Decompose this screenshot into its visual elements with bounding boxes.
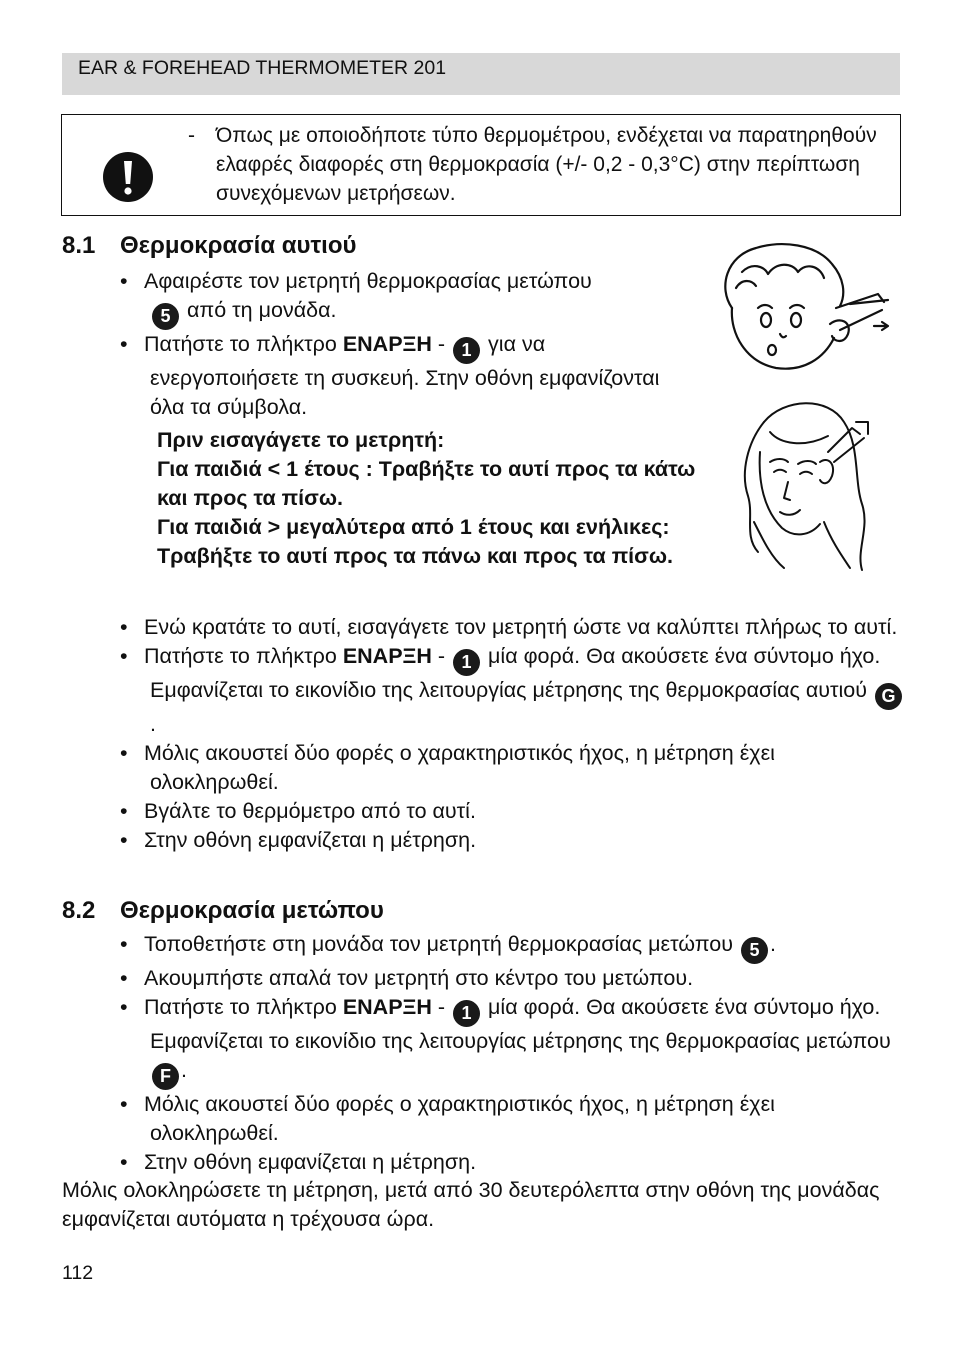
step-text: μία φορά. Θα ακούσετε ένα σύντομο ήχο. Εμφανίζεται το εικονίδιο της λειτουργίας μέτρησης της θερμοκρασίας αυτιού: [150, 644, 881, 702]
note-dash: -: [188, 124, 195, 147]
step-text: Πατήστε το πλήκτρο: [144, 332, 337, 356]
start-key-label: ΕΝΑΡΞΗ: [342, 332, 432, 356]
dash: -: [437, 332, 446, 356]
bullet-mark: •: [120, 269, 128, 293]
instruction-line: Πριν εισαγάγετε το μετρητή:: [157, 428, 445, 452]
section-heading-ear: [62, 232, 356, 260]
closing-paragraph: Μόλις ολοκληρώσετε τη μέτρηση, μετά από 30 δευτερόλεπτα στην οθόνη της μονάδας εμφανίζεται αυτόματα η τρέχουσα ώρα.: [62, 1178, 880, 1231]
bullet-mark: •: [120, 995, 128, 1019]
page-header: [62, 53, 900, 95]
instruction-line: Για παιδιά > μεγαλύτερα από 1 έτους και ενήλικες: Τραβήξτε το αυτί προς τα πάνω και προς τα πίσω.: [157, 515, 673, 568]
bullet-mark: •: [120, 644, 128, 668]
list-item: [118, 613, 908, 642]
step-text: Πατήστε το πλήκτρο: [144, 995, 337, 1019]
step-text: Πατήστε το πλήκτρο: [144, 644, 337, 668]
list-item: [118, 797, 908, 826]
step-text: Βγάλτε το θερμόμετρο από το αυτί.: [144, 799, 476, 823]
child-ear-illustration: [712, 238, 894, 374]
ear-mode-g-icon: G: [875, 683, 902, 710]
adult-ear-illustration: [724, 392, 876, 578]
list-item: [118, 267, 678, 330]
list-item: [118, 1090, 908, 1148]
list-item: [118, 964, 908, 993]
list-item: [118, 1148, 908, 1177]
step-text: Στην οθόνη εμφανίζεται η μέτρηση.: [144, 828, 477, 852]
list-item: [118, 930, 908, 964]
section-title: Θερμοκρασία μετώπου: [120, 897, 384, 924]
component-1-badge: 1: [453, 1000, 480, 1027]
section-number: 8.1: [62, 232, 96, 259]
list-item: [118, 993, 908, 1090]
step-text: για να ενεργοποιήσετε τη συσκευή. Στην οθόνη εμφανίζονται όλα τα σύμβολα.: [150, 332, 660, 419]
instruction-line: Για παιδιά < 1 έτους : Τραβήξτε το αυτί προς τα κάτω και προς τα πίσω.: [157, 457, 696, 510]
list-item: [118, 642, 908, 739]
section-title: Θερμοκρασία αυτιού: [120, 232, 357, 259]
component-5-badge: 5: [152, 303, 179, 330]
bullet-mark: •: [120, 615, 128, 639]
ear-steps-list-1: [118, 267, 678, 422]
component-5-badge: 5: [741, 937, 768, 964]
bullet-mark: •: [120, 799, 128, 823]
component-1-badge: 1: [453, 337, 480, 364]
step-text: από τη μονάδα.: [186, 298, 337, 322]
dash: -: [437, 995, 446, 1019]
period: .: [181, 1058, 187, 1082]
ear-pull-instructions: [157, 426, 697, 571]
component-1-badge: 1: [453, 649, 480, 676]
list-item: [118, 330, 678, 422]
section-number: 8.2: [62, 897, 96, 924]
header-title: EAR & FOREHEAD THERMOMETER 201: [78, 57, 447, 79]
ear-steps-list-2: [118, 613, 908, 855]
start-key-label: ΕΝΑΡΞΗ: [342, 644, 432, 668]
period: .: [150, 712, 156, 736]
list-item: [118, 826, 908, 855]
page-number: 112: [62, 1262, 94, 1284]
warning-note-text: [188, 121, 888, 208]
bullet-mark: •: [120, 1092, 128, 1116]
start-key-label: ΕΝΑΡΞΗ: [342, 995, 432, 1019]
step-text: Μόλις ακουστεί δύο φορές ο χαρακτηριστικός ήχος, η μέτρηση έχει ολοκληρωθεί.: [144, 1092, 775, 1145]
step-text: Στην οθόνη εμφανίζεται η μέτρηση.: [144, 1150, 477, 1174]
dash: -: [437, 644, 446, 668]
note-body: Όπως με οποιοδήποτε τύπο θερμομέτρου, ενδέχεται να παρατηρηθούν ελαφρές διαφορές στη θερμοκρασία (+/- 0,2 - 0,3°C) στην περίπτωση συνεχόμενων μετρήσεων.: [216, 124, 877, 205]
warning-note-box: [61, 114, 901, 216]
bullet-mark: •: [120, 932, 128, 956]
step-text: μία φορά. Θα ακούσετε ένα σύντομο ήχο. Εμφανίζεται το εικονίδιο της λειτουργίας μέτρησης της θερμοκρασίας μετώπου: [150, 995, 891, 1053]
bullet-mark: •: [120, 1150, 128, 1174]
list-item: [118, 739, 908, 797]
step-text: Μόλις ακουστεί δύο φορές ο χαρακτηριστικός ήχος, η μέτρηση έχει ολοκληρωθεί.: [144, 741, 775, 794]
step-text: Ακουμπήστε απαλά τον μετρητή στο κέντρο του μετώπου.: [144, 966, 694, 990]
forehead-mode-f-icon: F: [152, 1063, 179, 1090]
section-heading-forehead: [62, 897, 384, 925]
forehead-steps-list: [118, 930, 908, 1177]
step-text: Τοποθετήστε στη μονάδα τον μετρητή θερμοκρασίας μετώπου: [144, 932, 733, 956]
step-text: Ενώ κρατάτε το αυτί, εισαγάγετε τον μετρητή ώστε να καλύπτει πλήρως το αυτί.: [144, 615, 898, 639]
period: .: [769, 932, 776, 956]
exclamation-icon: [102, 151, 154, 203]
step-text: Αφαιρέστε τον μετρητή θερμοκρασίας μετώπου: [144, 269, 592, 293]
bullet-mark: •: [120, 332, 128, 356]
bullet-mark: •: [120, 741, 128, 765]
bullet-mark: •: [120, 828, 128, 852]
bullet-mark: •: [120, 966, 128, 990]
